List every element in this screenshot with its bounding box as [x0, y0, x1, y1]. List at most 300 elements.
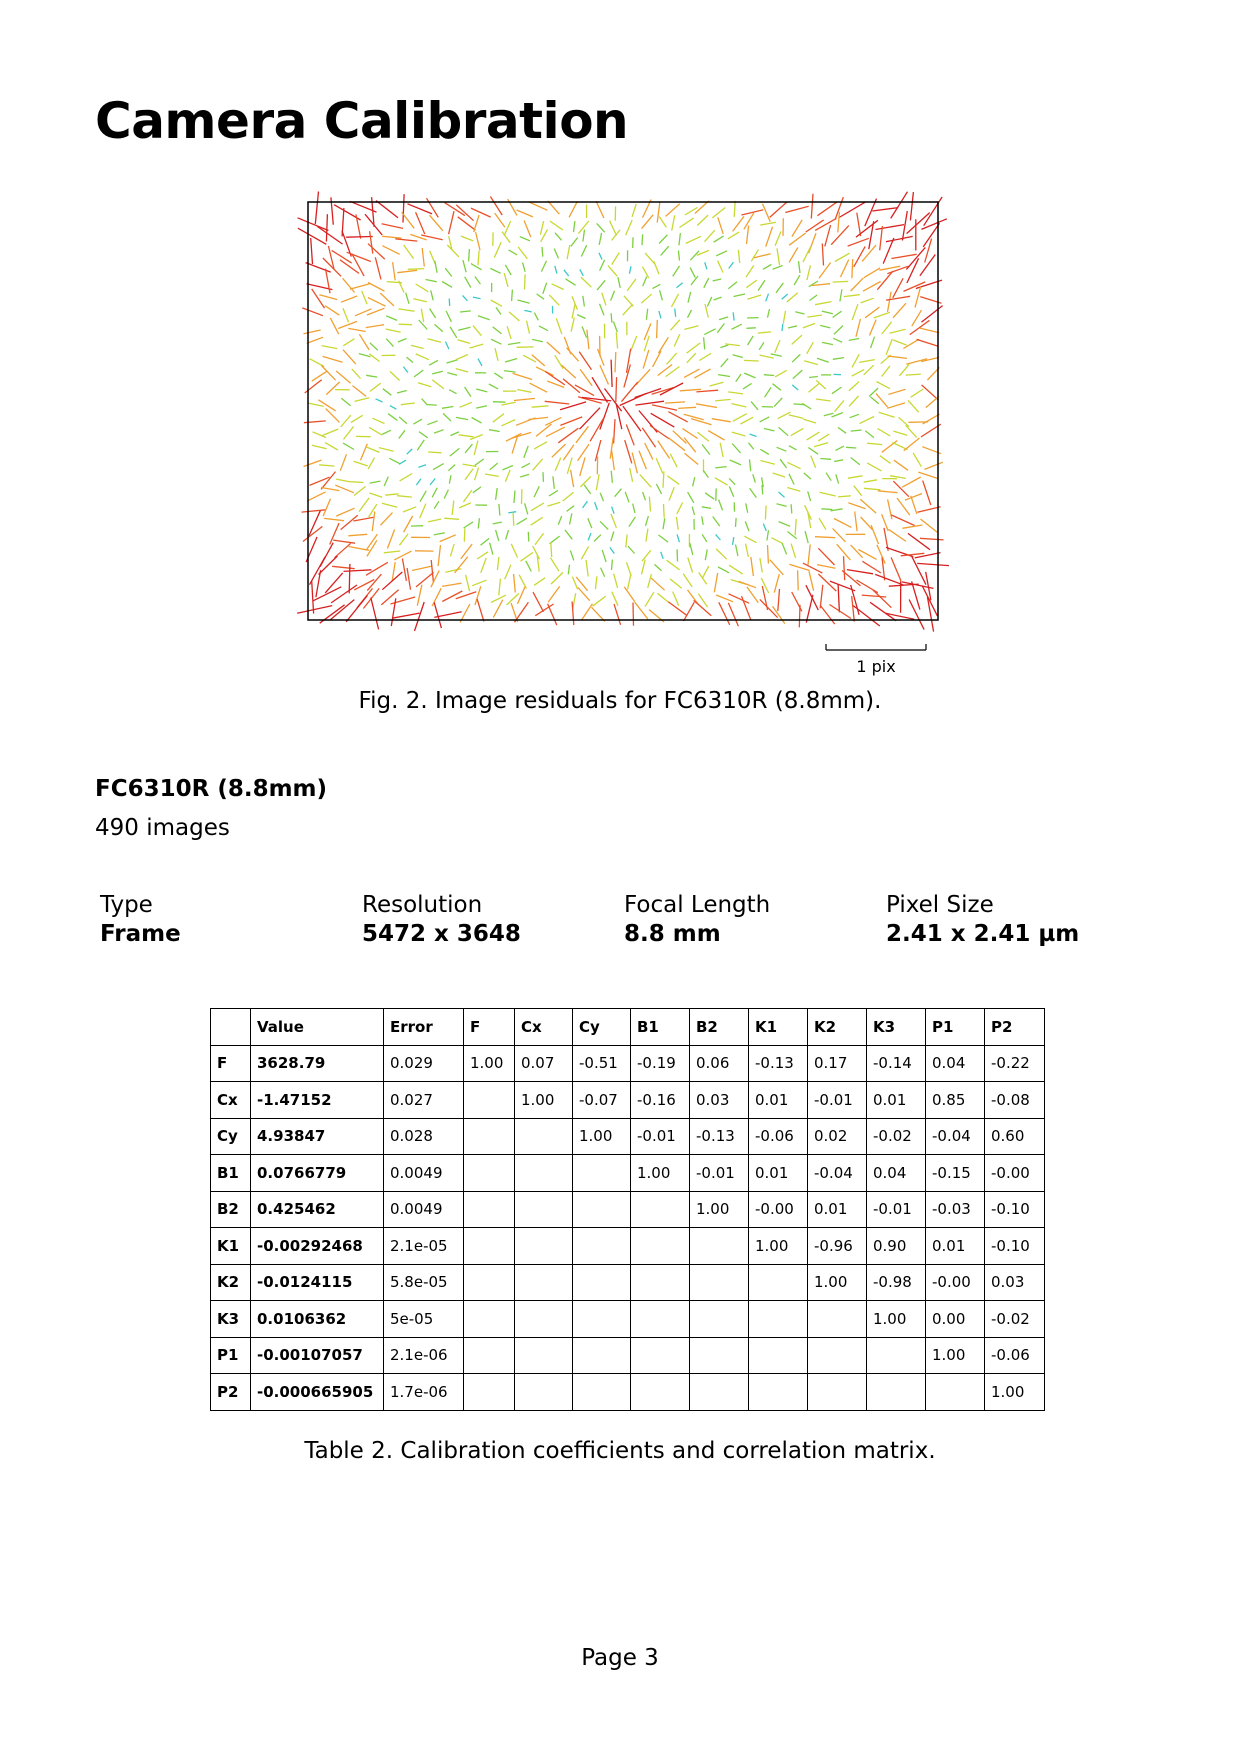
residual-vector [791, 544, 796, 558]
residual-vector [838, 212, 840, 233]
correlation-cell: -0.08 [985, 1082, 1045, 1119]
residual-vector [891, 254, 916, 258]
residual-vector [832, 387, 842, 394]
correlation-cell [515, 1301, 573, 1338]
residual-vector [687, 353, 696, 363]
residual-vector [718, 375, 730, 377]
residual-vector [732, 444, 741, 453]
residual-vector [782, 543, 786, 554]
residual-vector [298, 218, 329, 231]
residual-vector [705, 262, 707, 269]
residual-vector [826, 473, 831, 481]
column-header: P1 [926, 1009, 985, 1046]
residual-vector [489, 384, 498, 389]
correlation-cell [808, 1374, 867, 1411]
residual-vector [834, 519, 851, 528]
residual-vector [809, 384, 820, 393]
residual-vector [627, 562, 632, 575]
residual-vector [894, 460, 908, 470]
residual-vector [326, 214, 327, 241]
residual-vector [714, 236, 724, 242]
residual-vector [789, 446, 797, 450]
correlation-cell: -0.06 [985, 1337, 1045, 1374]
residual-vector [532, 406, 549, 407]
residual-vector [761, 461, 775, 465]
residual-vector [745, 521, 749, 531]
residual-vector [853, 606, 880, 626]
residual-vector [512, 432, 531, 438]
table-row [211, 1301, 1045, 1338]
correlation-cell: -0.96 [808, 1228, 867, 1265]
residual-vector [822, 342, 833, 344]
residual-vector [402, 559, 406, 581]
residual-vector [411, 345, 424, 348]
residual-vector [750, 459, 751, 471]
residual-vector [426, 280, 437, 282]
residual-vector [434, 501, 439, 509]
residual-vector [810, 295, 818, 301]
residual-vector [730, 460, 741, 465]
residual-vector [316, 570, 321, 597]
correlation-cell [573, 1374, 631, 1411]
residual-vector [428, 339, 442, 343]
residual-vector [840, 289, 842, 301]
residual-vector [452, 501, 454, 515]
correlation-cell: -0.14 [867, 1045, 926, 1082]
residual-vector [514, 490, 515, 503]
residual-vector [775, 370, 787, 377]
correlation-cell: 0.01 [749, 1082, 808, 1119]
residual-vector [352, 369, 361, 379]
residual-vector [852, 259, 853, 278]
residual-vector [805, 531, 808, 543]
residual-vector [382, 236, 402, 238]
residual-vector [767, 530, 769, 540]
residual-vector [392, 613, 419, 618]
residual-vector [856, 319, 860, 337]
coefficient-error: 0.029 [384, 1045, 464, 1082]
residual-vector [777, 447, 787, 451]
residual-vector [456, 369, 469, 372]
residual-vector [507, 594, 519, 606]
residual-vector [416, 212, 425, 234]
correlation-cell: -0.13 [749, 1045, 808, 1082]
residual-vector [795, 519, 796, 535]
residual-vector [833, 528, 846, 542]
residual-vector [497, 557, 499, 570]
residual-vector [496, 307, 501, 314]
residual-vector [835, 400, 845, 411]
correlation-cell: -0.02 [985, 1301, 1045, 1338]
residual-vector [338, 321, 357, 328]
correlation-cell: -0.10 [985, 1191, 1045, 1228]
residual-vector [304, 460, 322, 466]
residual-vector [344, 570, 372, 572]
residual-vector [525, 274, 526, 289]
correlation-cell [690, 1301, 749, 1338]
correlation-cell: 1.00 [690, 1191, 749, 1228]
residual-vector [391, 598, 396, 626]
residual-vector [664, 504, 665, 518]
residual-vector [892, 443, 907, 450]
correlation-cell [573, 1264, 631, 1301]
residual-vector [442, 583, 462, 586]
residual-vector [549, 490, 558, 496]
residual-vector [343, 278, 355, 292]
residual-vector [877, 271, 893, 290]
residual-vector [642, 428, 655, 448]
residual-vector [567, 506, 575, 512]
residual-vector [611, 313, 612, 323]
figure-caption: Fig. 2. Image residuals for FC6310R (8.8mm). [358, 688, 882, 714]
residual-vector [400, 474, 413, 481]
residual-vector [649, 497, 650, 512]
residual-vector [732, 404, 747, 407]
residual-vector [382, 572, 402, 590]
residual-vector [760, 222, 776, 225]
residual-vector [494, 373, 503, 379]
residual-vector [408, 269, 424, 270]
residual-vector [611, 360, 612, 387]
residual-vector [578, 444, 589, 460]
residual-vector [517, 390, 531, 393]
residual-vector [444, 518, 459, 519]
residual-vector [712, 419, 731, 422]
residual-vector [543, 283, 547, 294]
residual-vector [643, 350, 649, 369]
residual-vector [702, 445, 710, 455]
residual-vector [552, 284, 564, 290]
residual-vector [720, 345, 728, 348]
residual-vector [899, 365, 909, 376]
residual-vector [493, 522, 502, 524]
residual-vector [416, 572, 434, 587]
residual-vector [816, 399, 831, 401]
column-header: Value [251, 1009, 384, 1046]
residual-vector [822, 244, 823, 266]
correlation-cell: 1.00 [464, 1045, 515, 1082]
residual-vector [835, 253, 850, 261]
residual-vector [688, 558, 693, 573]
residual-vector [798, 570, 799, 590]
residual-vector [859, 360, 875, 363]
residual-vector [685, 453, 699, 464]
residual-vector [874, 312, 890, 318]
residual-vector [733, 414, 747, 422]
residual-vector [458, 327, 470, 330]
residual-vector [580, 477, 590, 488]
residual-vector [370, 383, 381, 391]
residual-vector [417, 440, 424, 450]
correlation-cell [749, 1264, 808, 1301]
residual-vector [917, 507, 940, 513]
residual-vector [773, 473, 785, 477]
residual-vector [760, 355, 774, 358]
residual-vector [679, 233, 681, 245]
residual-vector [312, 581, 314, 614]
residual-vector [882, 514, 889, 531]
residual-vector [626, 220, 632, 235]
residual-vector [449, 390, 457, 394]
residual-vector [346, 237, 373, 238]
spec-value: Frame [100, 921, 181, 947]
residual-vector [478, 518, 479, 528]
residual-vector [612, 253, 620, 265]
residual-vector [414, 370, 423, 377]
correlation-cell: 1.00 [749, 1228, 808, 1265]
residual-vector [463, 295, 468, 300]
residual-vector [459, 435, 474, 437]
residual-vector [889, 389, 906, 394]
residual-vector [923, 481, 931, 505]
correlation-cell: -0.01 [631, 1118, 690, 1155]
residual-vector [742, 596, 751, 620]
residual-vector [734, 294, 745, 297]
residual-vector [399, 417, 407, 424]
residual-vector [779, 427, 788, 435]
residual-vector [899, 417, 909, 426]
residual-vector [476, 232, 480, 250]
residual-vector [864, 365, 874, 375]
residual-vector [674, 334, 680, 346]
residual-vector [861, 517, 873, 530]
residual-vector [388, 414, 397, 421]
residual-vector [882, 366, 890, 377]
residual-vector [517, 210, 533, 217]
residual-vector [465, 387, 471, 397]
residual-vector [804, 473, 811, 479]
residual-vector [534, 313, 538, 321]
residual-vector [673, 592, 679, 606]
correlation-cell: -0.01 [808, 1082, 867, 1119]
correlation-cell: 1.00 [926, 1337, 985, 1374]
residual-vector [888, 499, 892, 519]
correlation-cell [749, 1337, 808, 1374]
residual-vector [857, 213, 861, 237]
residual-vector [626, 535, 627, 548]
residual-vector [909, 600, 924, 630]
residual-vector [537, 294, 544, 299]
residual-vector [713, 279, 722, 281]
coefficient-value: 0.0766779 [251, 1155, 384, 1192]
residual-vector [747, 295, 761, 299]
residual-vector [887, 403, 905, 408]
residual-vector [336, 479, 350, 482]
residual-vector [890, 476, 906, 479]
residual-vector [343, 350, 356, 364]
residual-vector [321, 488, 339, 491]
residual-vector [852, 596, 855, 621]
residual-vector [420, 491, 426, 502]
residual-vector [762, 485, 763, 495]
residual-vector [594, 535, 601, 542]
residual-vector [862, 561, 881, 573]
residual-vector [343, 339, 354, 346]
residual-vector [789, 415, 803, 418]
residual-vector [307, 337, 323, 343]
residual-vector [818, 548, 834, 565]
residual-vector [659, 235, 667, 244]
residual-vector [766, 294, 769, 302]
residual-vector [344, 426, 354, 439]
residual-vector [920, 328, 939, 333]
residual-vector [678, 407, 696, 408]
correlation-cell [464, 1228, 515, 1265]
correlation-cell [515, 1264, 573, 1301]
residual-vector [864, 480, 877, 482]
residual-vector [867, 463, 881, 471]
residual-vector [531, 503, 544, 511]
residual-vector [431, 290, 434, 300]
correlation-cell: -0.13 [690, 1118, 749, 1155]
residual-vector [783, 311, 785, 324]
residual-vector [586, 560, 588, 576]
residual-vector [922, 306, 943, 323]
residual-vector [653, 351, 661, 367]
residual-vector [803, 323, 815, 328]
residual-vector [298, 228, 326, 244]
correlation-cell: -0.98 [867, 1264, 926, 1301]
residual-vector [597, 223, 605, 232]
residual-vector [546, 427, 565, 437]
residual-vector [556, 318, 562, 334]
residual-vector [660, 290, 663, 300]
spec-value: 2.41 x 2.41 µm [886, 921, 1080, 947]
residual-vector [549, 295, 559, 305]
residual-vector [362, 291, 367, 304]
residual-vector [555, 266, 557, 274]
residual-vector [890, 329, 906, 333]
residual-vector [568, 565, 569, 575]
residual-vector [551, 572, 563, 584]
residual-vector [764, 375, 774, 376]
residual-vector [508, 343, 521, 345]
residual-vector [464, 528, 465, 541]
residual-vector [623, 406, 641, 431]
residual-vector [533, 459, 543, 470]
correlation-cell: -0.10 [985, 1228, 1045, 1265]
residual-vector [624, 587, 635, 602]
residual-vector [611, 532, 614, 542]
correlation-cell: 1.00 [515, 1082, 573, 1119]
residual-vector [545, 417, 561, 425]
residual-vector [481, 538, 490, 545]
residual-vector [571, 470, 574, 487]
residual-vector [733, 537, 734, 545]
page-number: Page 3 [581, 1645, 659, 1671]
residual-vector [354, 487, 365, 496]
residual-vector [716, 595, 733, 602]
residual-vector [397, 496, 412, 497]
residual-vector [656, 458, 663, 473]
residual-vector [445, 569, 461, 572]
residual-vector [520, 474, 529, 477]
residual-vector [503, 466, 513, 470]
residual-vector [489, 430, 500, 432]
residual-vector [667, 476, 679, 484]
residual-vector [563, 492, 574, 501]
residual-vector [507, 326, 511, 339]
residual-vector [865, 431, 874, 438]
residual-vector [764, 429, 775, 431]
residual-vector [583, 296, 585, 307]
residual-vector [509, 250, 518, 255]
residual-vector [367, 447, 380, 452]
residual-vector [688, 292, 691, 303]
residual-vector [311, 238, 313, 264]
residual-vector [444, 490, 448, 499]
table-row [211, 1082, 1045, 1119]
table-row [211, 1118, 1045, 1155]
residual-vector [475, 459, 484, 466]
residual-vector [616, 332, 617, 348]
residual-vector [925, 462, 943, 469]
residual-vector [683, 574, 692, 587]
residual-vector [882, 441, 897, 453]
correlation-cell [808, 1301, 867, 1338]
coefficient-error: 0.0049 [384, 1155, 464, 1192]
residual-vector [600, 365, 609, 384]
residual-vector [803, 419, 816, 423]
residual-vector [473, 297, 481, 299]
residual-vector [819, 518, 826, 529]
residual-vector [690, 268, 695, 278]
correlation-cell: 1.00 [573, 1118, 631, 1155]
correlation-cell: -0.00 [749, 1191, 808, 1228]
residual-vector [702, 534, 707, 542]
residual-vector [663, 518, 665, 529]
residual-vector [354, 461, 368, 466]
residual-vector [548, 604, 557, 625]
correlation-cell [631, 1301, 690, 1338]
residual-vector [611, 291, 615, 301]
residual-vector [459, 503, 471, 508]
residual-vector [478, 316, 490, 320]
residual-vector [787, 462, 800, 468]
residual-vector [422, 248, 424, 266]
residual-vector [684, 326, 698, 330]
residual-vector [539, 326, 548, 331]
residual-vector [518, 587, 526, 604]
residual-vector [438, 545, 440, 566]
column-header: Cy [573, 1009, 631, 1046]
coefficient-error: 1.7e-06 [384, 1374, 464, 1411]
residual-vector [686, 236, 701, 243]
residual-vector [471, 264, 482, 270]
residual-vector [375, 257, 381, 279]
residual-vector [307, 403, 324, 407]
residual-vector [789, 248, 798, 263]
correlation-cell [926, 1374, 985, 1411]
residual-vector [718, 567, 729, 573]
residual-vector [912, 310, 922, 326]
residual-vector [302, 510, 326, 512]
residual-vector [811, 456, 816, 468]
residual-vector [491, 300, 502, 306]
residual-vector [670, 320, 679, 331]
correlation-cell: 0.60 [985, 1118, 1045, 1155]
residual-vector [721, 358, 728, 367]
residual-vector [596, 474, 599, 490]
residual-vector [502, 232, 510, 243]
residual-vector [389, 458, 400, 464]
residual-vector [623, 304, 633, 315]
correlation-cell [464, 1264, 515, 1301]
residual-vector [817, 358, 829, 362]
residual-vector [848, 476, 863, 478]
residual-vector [502, 420, 516, 426]
table-row [211, 1374, 1045, 1411]
